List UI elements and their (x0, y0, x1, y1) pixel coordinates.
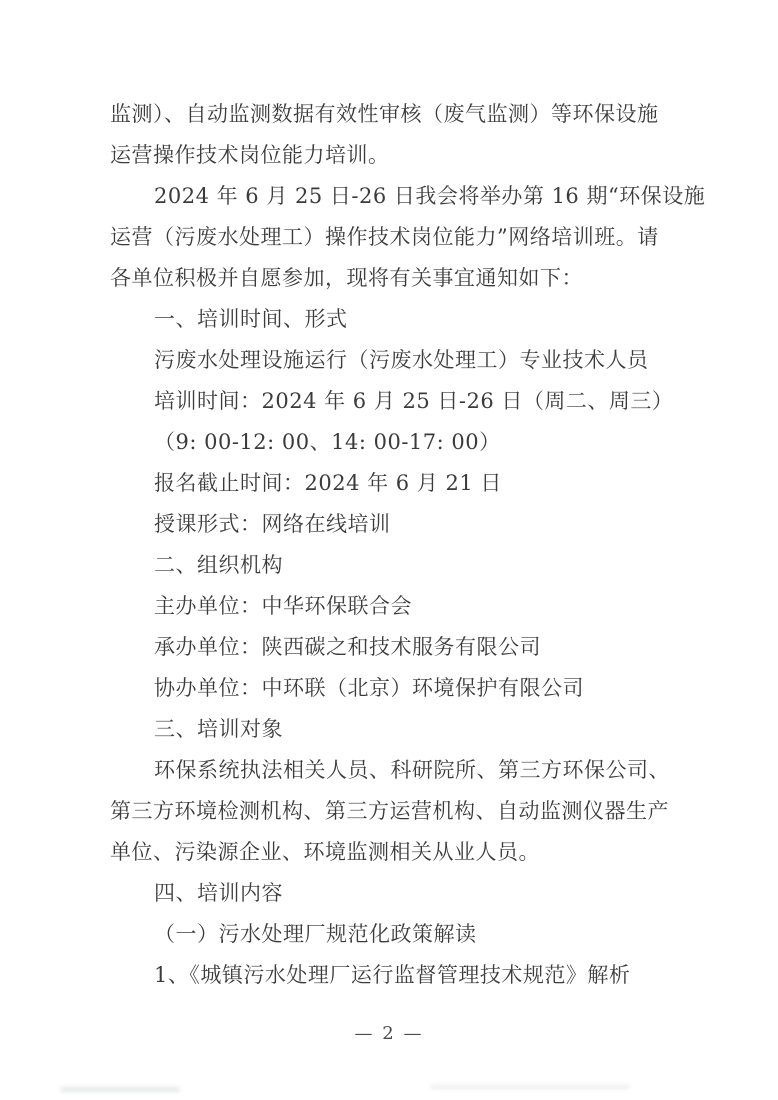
text-line: 2024 年 6 月 25 日-26 日我会将举办第 16 期“环保设施 (154, 184, 706, 208)
text-line: 承办单位：陕西碳之和技术服务有限公司 (154, 635, 541, 659)
text-line: 报名截止时间：2024 年 6 月 21 日 (154, 471, 502, 495)
text-line: 单位、污染源企业、环境监测相关从业人员。 (110, 840, 540, 864)
page-number: — 2 — (354, 1023, 424, 1044)
text-line: 1、《城镇污水处理厂运行监督管理技术规范》解析 (154, 963, 631, 987)
text-line: 第三方环境检测机构、第三方运营机构、自动监测仪器生产 (110, 799, 669, 823)
scan-artifact-bottom-middle (430, 1085, 630, 1089)
text-line: 运营操作技术岗位能力培训。 (110, 143, 390, 167)
text-line: 监测）、自动监测数据有效性审核（废气监测）等环保设施 (110, 102, 659, 126)
text-line: 四、培训内容 (154, 881, 283, 905)
text-line: 主办单位：中华环保联合会 (154, 594, 412, 618)
text-line: 二、组织机构 (154, 553, 283, 577)
text-line: 各单位积极并自愿参加，现将有关事宜通知如下： (110, 266, 583, 290)
text-line: 三、培训对象 (154, 717, 283, 741)
text-line: 污废水处理设施运行（污废水处理工）专业技术人员 (154, 348, 649, 372)
text-line: （一）污水处理厂规范化政策解读 (154, 922, 477, 946)
document-body (110, 94, 706, 996)
text-line: 运营（污废水处理工）操作技术岗位能力”网络培训班。请 (110, 225, 659, 249)
text-line: （9: 00-12: 00、14: 00-17: 00） (154, 430, 501, 454)
text-line: 授课形式：网络在线培训 (154, 512, 391, 536)
text-line: 环保系统执法相关人员、科研院所、第三方环保公司、 (154, 758, 670, 782)
text-line: 培训时间：2024 年 6 月 25 日-26 日（周二、周三） (154, 389, 674, 413)
text-line: 一、培训时间、形式 (154, 307, 348, 331)
scan-artifact-bottom-left (60, 1087, 180, 1092)
text-line: 协办单位：中环联（北京）环境保护有限公司 (154, 676, 584, 700)
